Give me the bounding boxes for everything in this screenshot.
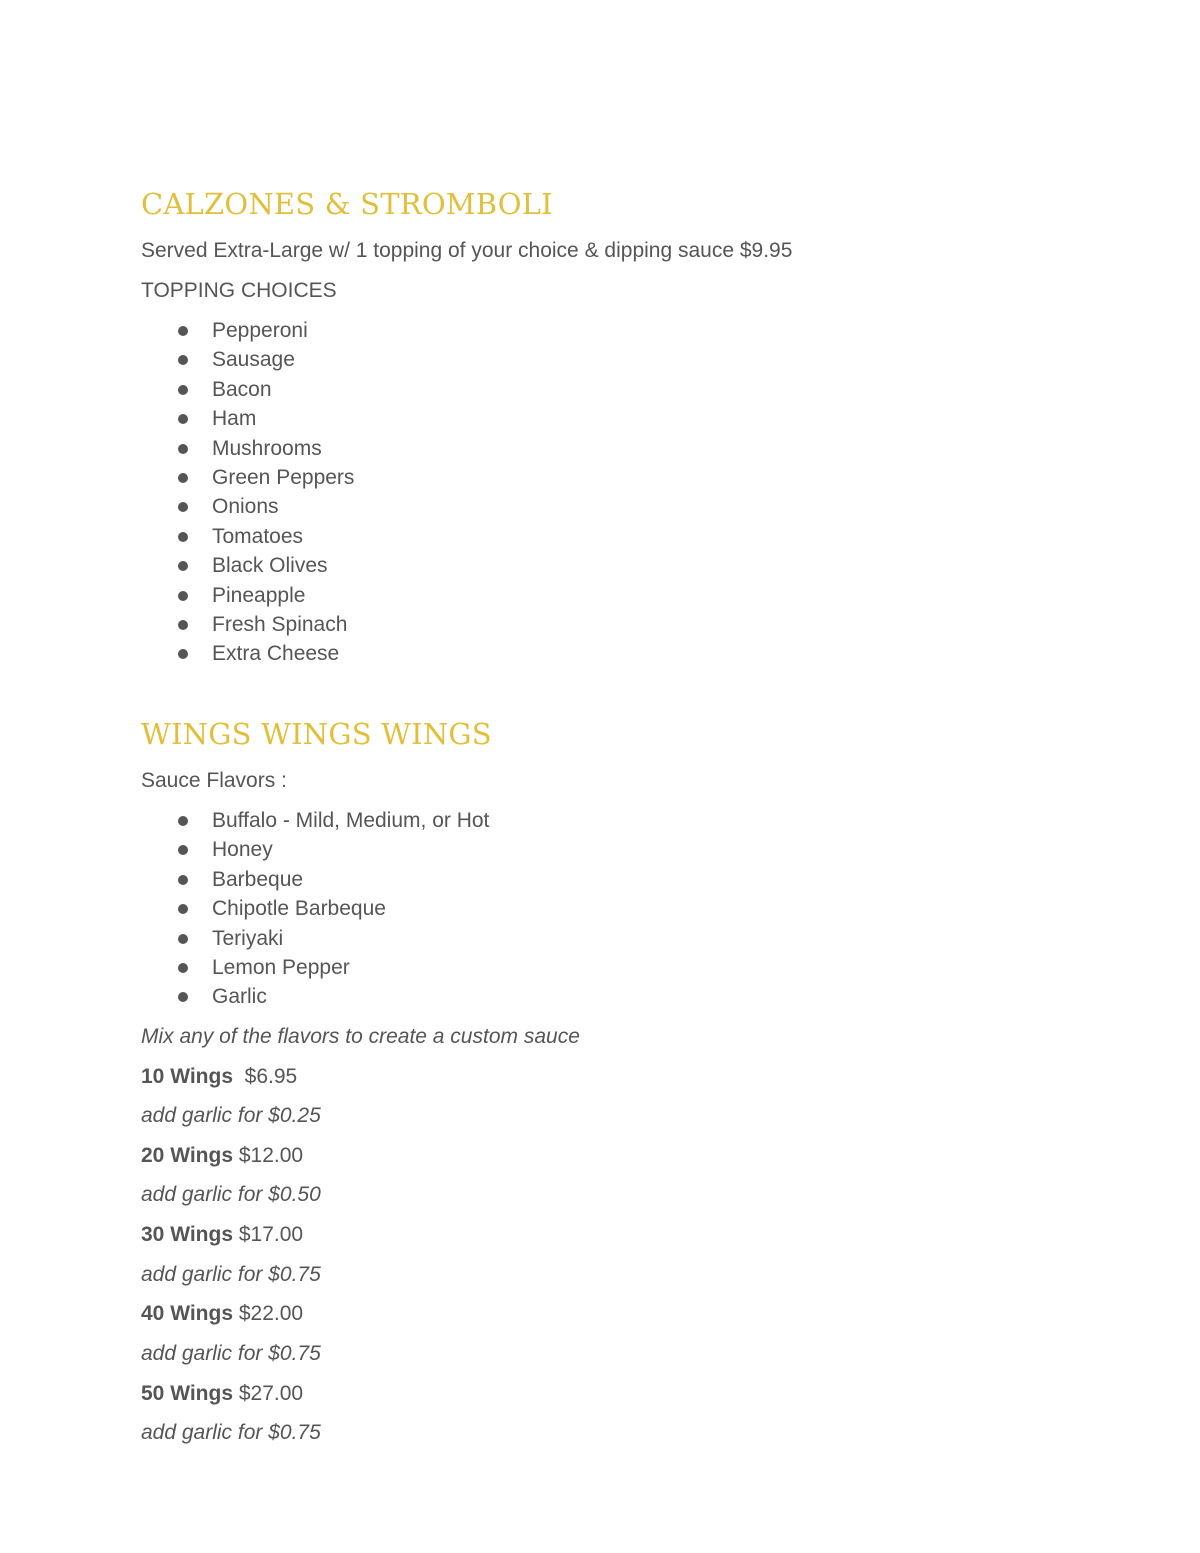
garlic-addon-40: add garlic for $0.75	[141, 1342, 321, 1365]
calzones-description: Served Extra-Large w/ 1 topping of your choice & dipping sauce $9.95	[141, 239, 793, 262]
bullet-icon	[178, 502, 188, 512]
price-row-40	[141, 1301, 303, 1327]
bullet-icon	[178, 444, 188, 454]
price-value: $17.00	[238, 1223, 304, 1246]
custom-sauce-note: Mix any of the flavors to create a custom sauce	[141, 1025, 580, 1048]
wings-heading: WINGS WINGS WINGS	[141, 717, 492, 751]
garlic-addon-30: add garlic for $0.75	[141, 1263, 321, 1286]
bullet-icon	[178, 816, 188, 826]
bullet-icon	[178, 904, 188, 914]
bullet-icon	[178, 532, 188, 542]
bullet-icon	[178, 620, 188, 630]
bullet-icon	[178, 414, 188, 424]
price-value: $22.00	[238, 1302, 304, 1325]
bullet-icon	[178, 385, 188, 395]
calzones-heading: CALZONES & STROMBOLI	[141, 187, 553, 221]
price-row-30	[141, 1222, 303, 1248]
price-value: $12.00	[238, 1144, 304, 1167]
bullet-icon	[178, 934, 188, 944]
price-row-50	[141, 1381, 303, 1407]
price-row-10	[141, 1064, 297, 1090]
bullet-icon	[178, 561, 188, 571]
bullet-icon	[178, 591, 188, 601]
price-qty: 30 Wings	[141, 1223, 233, 1246]
garlic-addon-20: add garlic for $0.50	[141, 1183, 321, 1206]
bullet-icon	[178, 649, 188, 659]
price-qty: 10 Wings	[141, 1065, 233, 1088]
price-qty: 20 Wings	[141, 1144, 233, 1167]
bullet-icon	[178, 845, 188, 855]
price-qty: 50 Wings	[141, 1382, 233, 1405]
garlic-addon-50: add garlic for $0.75	[141, 1421, 321, 1444]
garlic-addon-10: add garlic for $0.25	[141, 1104, 321, 1127]
bullet-icon	[178, 875, 188, 885]
price-qty: 40 Wings	[141, 1302, 233, 1325]
bullet-icon	[178, 355, 188, 365]
bullet-icon	[178, 963, 188, 973]
sauce-flavors-label: Sauce Flavors :	[141, 769, 287, 792]
price-row-20	[141, 1143, 303, 1169]
toppings-label: TOPPING CHOICES	[141, 279, 337, 302]
price-value: $27.00	[238, 1382, 304, 1405]
price-value: $6.95	[244, 1065, 298, 1088]
bullet-icon	[178, 326, 188, 336]
bullet-icon	[178, 992, 188, 1002]
bullet-icon	[178, 473, 188, 483]
